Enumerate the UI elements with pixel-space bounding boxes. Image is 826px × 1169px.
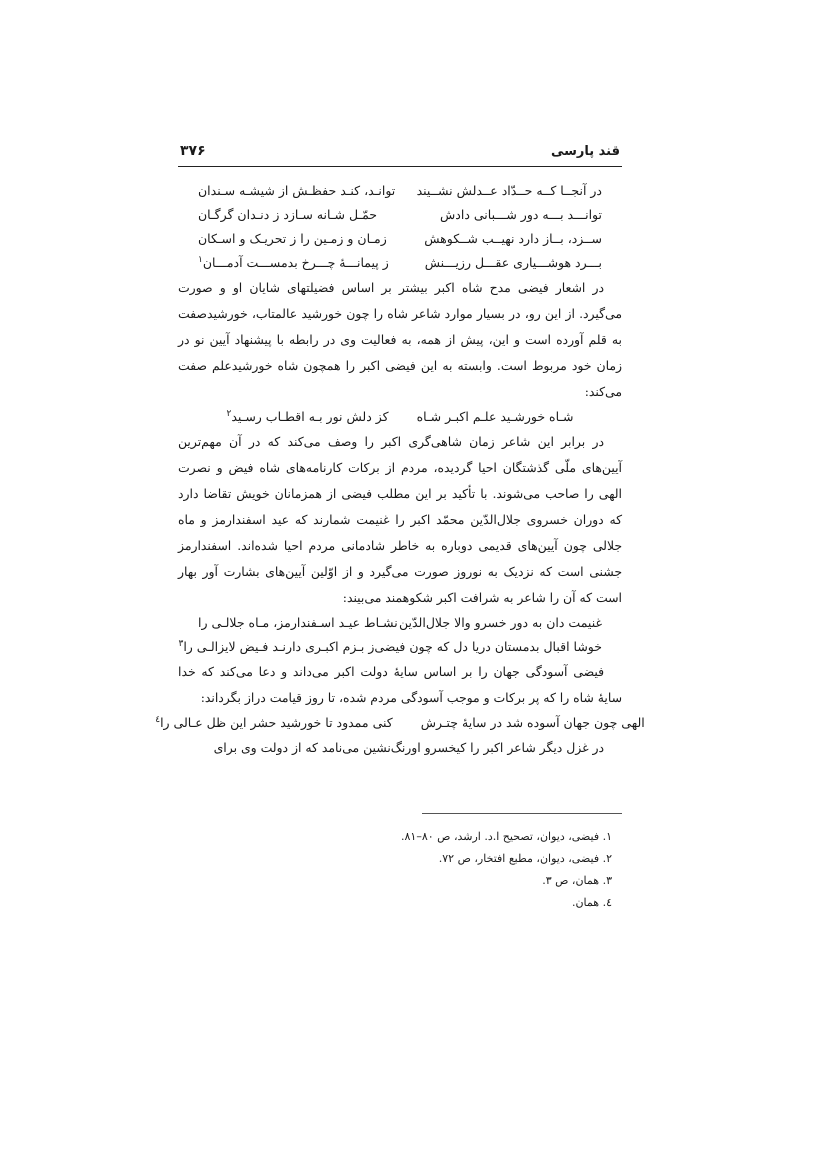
verse-line <box>178 405 622 429</box>
footnote-ref: ۲ <box>226 408 232 419</box>
hemistich-first: الهی چون جهان آسوده شد در سایۀ چتـرش <box>420 715 645 730</box>
hemistich-second <box>155 711 393 735</box>
hemistich-second <box>178 635 374 659</box>
hemistich-first: ســزد، بــاز دارد نهیــب شــکوهش <box>424 231 602 246</box>
verse-line <box>155 711 645 735</box>
book-page <box>155 140 645 914</box>
hemistich-second: زمـان و زمـین را ز تحریـک و اسـکان <box>198 231 387 246</box>
hemistich-first: خوشا اقبال بدمستان دریا دل که چون فیضی <box>374 639 602 654</box>
hemistich-second: نشـاط عیـد اسـفندارمز، مـاه جلالـی را <box>198 615 398 630</box>
running-title: قند پارسی <box>550 144 620 159</box>
hemistich-second: توانـد، کنـد حفظـش از شیشـه سـندان <box>198 183 396 198</box>
poem-mid <box>178 611 622 659</box>
paragraph: در اشعار فیضی مدح شاه اکبر بیشتر بر اساس فضیلتهای شایان او و صورت می‌گیرد. از این رو، در بسیار موارد شاعر شاه را چون خورشید عالمتاب، خورشیدصفت به قلم آورده است و این، پیش از همه، به فعالیت وی در رابطه با پیشنهاد آیین نو در زمان خود مربوط است. وابسته به این فیضی اکبر را همچون شاه خورشیدعلم صفت می‌کند: <box>178 280 622 399</box>
footnote: ٤. همان. <box>571 896 612 909</box>
footnotes <box>178 813 622 914</box>
verse-line <box>178 635 622 659</box>
hemistich-second <box>198 251 389 275</box>
verse-line <box>178 251 622 275</box>
paragraph: در برابر این شاعر زمان شاهی‌گری اکبر را وصف می‌کند که در آن مهم‌ترین آیین‌های ملّی گذشتگان احیا گردیده، مردم از برکات کارنامه‌های شاه فیض و نصرت الهی را صاحب می‌شوند. با تأکید بر این مطلب فیضی از همزمانان خویش تقاضا دارد که دوران خسروی جلال‌الدّین محمّد اکبر را غنیمت شمارند که عید اسفندارمز و ماه جلالی چون آیین‌های قدیمی دوباره به خاطر شادمانی مردم احیا شده‌اند. اسفندارمز جشنی است که نزدیک به نوروز صورت می‌گیرد و از اوّلین آیین‌های بشارت آور بهار است که آن را شاعر به شرافت اکبر شکوهمند می‌بیند: <box>178 434 622 605</box>
hemistich-first: غنیمت دان به دور خسرو والا جلال‌الدّین <box>398 615 602 630</box>
hemistich-text: ز بـزم اکبـری دارنـد فـیض لایزالـی را <box>183 639 375 654</box>
verse-line <box>178 611 622 635</box>
hemistich-second: حمّـل شـانه سـازد ز دنـدان گرگـان <box>198 207 378 222</box>
hemistich-first: توانـــد بـــه دور شـــبانی دادش <box>440 207 602 222</box>
page-number: ۳۷۶ <box>180 143 206 159</box>
hemistich-text: کنی ممدود تا خورشید حشر این ظل عـالی را <box>160 715 393 730</box>
poem-shade <box>155 711 645 735</box>
poem-sun <box>178 405 622 429</box>
footnote-ref: ۱ <box>198 254 203 265</box>
footnote-ref: ٤ <box>155 714 161 725</box>
hemistich-first: شـاه خورشـید علـم اکبـر شـاه <box>416 409 574 424</box>
footnote: ۳. همان، ص ۳. <box>542 874 612 887</box>
verse-line <box>178 179 622 203</box>
footnote-rule <box>422 813 622 814</box>
hemistich-second <box>226 405 388 429</box>
footnote-list <box>178 826 622 914</box>
footnote-ref: ۳ <box>178 638 184 649</box>
paragraph: فیضی آسودگی جهان را بر اساس سایۀ دولت اکبر می‌داند و دعا می‌کند که خدا سایۀ شاه را که پر برکات و موجب آسودگی مردم شده، تا روز قیامت دراز بگرداند: <box>178 664 622 705</box>
verse-line <box>178 203 622 227</box>
poem-top <box>178 179 622 275</box>
footnote: ۱. فیضی، دیوان، تصحیح ا.د. ارشد، ص ۸۰–۸۱. <box>401 830 612 843</box>
hemistich-first: در آنجــا کــه حــدّاد عــدلش نشــیند <box>416 183 602 198</box>
hemistich-text: ز پیمانـــۀ چـــرخ بدمســـت آدمـــان <box>202 255 389 270</box>
verse-line <box>178 227 622 251</box>
footnote: ۲. فیضی، دیوان، مطبع افتخار، ص ۷۲. <box>438 852 612 865</box>
paragraph: در غزل دیگر شاعر اکبر را کیخسرو اورنگ‌نشین می‌نامد که از دولت وی برای <box>213 740 604 755</box>
hemistich-text: کز دلش نور بـه اقطـاب رسـید <box>231 409 389 424</box>
hemistich-first: بـــرد هوشـــیاری عقـــل رزیـــنش <box>424 255 602 270</box>
running-header <box>178 140 622 167</box>
